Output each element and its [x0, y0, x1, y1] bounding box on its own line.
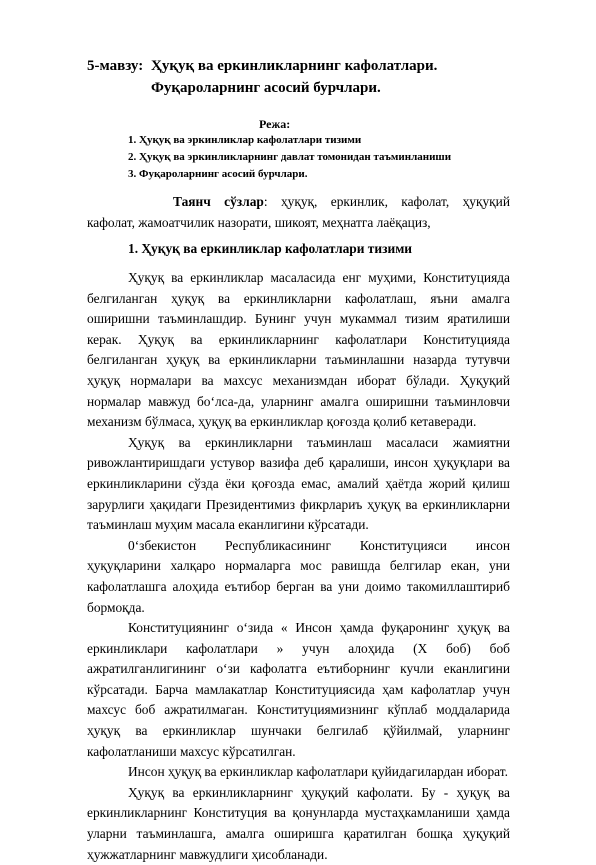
keywords-block	[87, 192, 510, 233]
plan-item: 3. Фуқароларнинг асосий бурчлари.	[128, 168, 308, 180]
body-paragraph: Ҳуқуқ ва еркинликларнинг ҳуқуқий кафолати. Бу - ҳуқуқ ва еркинликларнинг Конституция ва қонунларда мустаҳкамланиши ҳамда уларни таъминлашга, амалга оширишга қаратилган бошқа ҳуқуқий ҳужжатларнинг мавжудлиги ҳисобланади.	[87, 784, 510, 862]
keywords-paragraph	[87, 192, 510, 233]
body-paragraph: Инсон ҳуқуқ ва еркинликлар кафолатлари қуйидагилардан иборат.	[128, 764, 508, 780]
body-paragraph: Конституциянинг о‘зида « Инсон ҳамда фуқаронинг ҳуқуқ ва еркинликлари кафолатлари » учун алоҳида (Х боб) боб ажратилганлигининг о‘зи кафолатга еътиборнинг кучли еканлигини кўрсатади. Барча мамлакатлар Конституциясида ҳам кафолатлар учун махсус боб ажратилмаган. Конституциямизнинг кўплаб моддаларида ҳуқуқ ва еркинликлар шунчаки белгилаб қўйилмай, уларнинг кафолатланиши махсус кўрсатилган.	[87, 620, 510, 759]
plan-list	[128, 132, 451, 183]
topic-title-line1	[87, 58, 437, 75]
topic-subtitle: Фуқароларнинг асосий бурчлари.	[151, 80, 381, 96]
topic-title: Ҳуқуқ ва еркинликларнинг кафолатлари.	[151, 58, 438, 74]
keywords-text: : ҳуқуқ, еркинлик, кафолат, ҳуқуқий кафолат, жамоатчилик назорати, шикоят, меҳнатга лаёқациз,	[87, 194, 511, 230]
keywords-label: Таянч сўзлар	[173, 194, 264, 209]
plan-title: Режа:	[259, 117, 291, 131]
plan-item: 1. Ҳуқуқ ва эркинликлар кафолатлари тизими	[128, 134, 362, 146]
body-paragraph: 0‘збекистон Республикасининг Конституцияси инсон ҳуқуқларини халқаро нормаларга мос равишда белгилар екан, уни кафолатлашга алоҳида еътибор берган ва уни доимо такомиллаштириб бормоқда.	[87, 537, 510, 615]
body-paragraph: Ҳуқуқ ва еркинликларни таъминлаш масаласи жамиятни ривожлантиришдаги устувор вазифа деб қаралиши, инсон ҳуқуқлари ва еркинликларини сўзда ёки қоғозда емас, амалий ҳаётда жорий қилиш зарурлиги ҳақидаги Президентимиз фикрлариъ ҳуқуқ ва еркинликларни таъминлаш муҳим масала еканлигини кўрсатади.	[87, 434, 510, 533]
section-body	[87, 268, 510, 865]
body-paragraph: Ҳуқуқ ва еркинликлар масаласида енг муҳими, Конституцияда белгиланган ҳуқуқ ва еркинликларни кафолатлаш, яъни амалга оширишни таъминлашдир. Бунинг учун мукаммал тизим яратилиши керак. Ҳуқуқ ва еркинликларнинг кафолатлари Конституцияда белгиланган ҳуқуқ ва еркинликларни таъминлашни назарда тутувчи ҳуқуқ нормалари ва махсус механизмдан иборат бўлади. Ҳуқуқий нормалар мавжуд бо‘лса-да, уларнинг амалга оширишни таъминловчи механизм бўлмаса, ҳуқуқ ва еркинликлар қоғозда қолиб кетаверади.	[87, 270, 510, 430]
plan-item: 2. Ҳуқуқ ва эркинликларнинг давлат томонидан таъминланиши	[128, 151, 452, 163]
section-heading: 1. Ҳуқуқ ва еркинликлар кафолатлари тизими	[128, 241, 413, 256]
topic-number: 5-мавзу:	[87, 58, 144, 74]
